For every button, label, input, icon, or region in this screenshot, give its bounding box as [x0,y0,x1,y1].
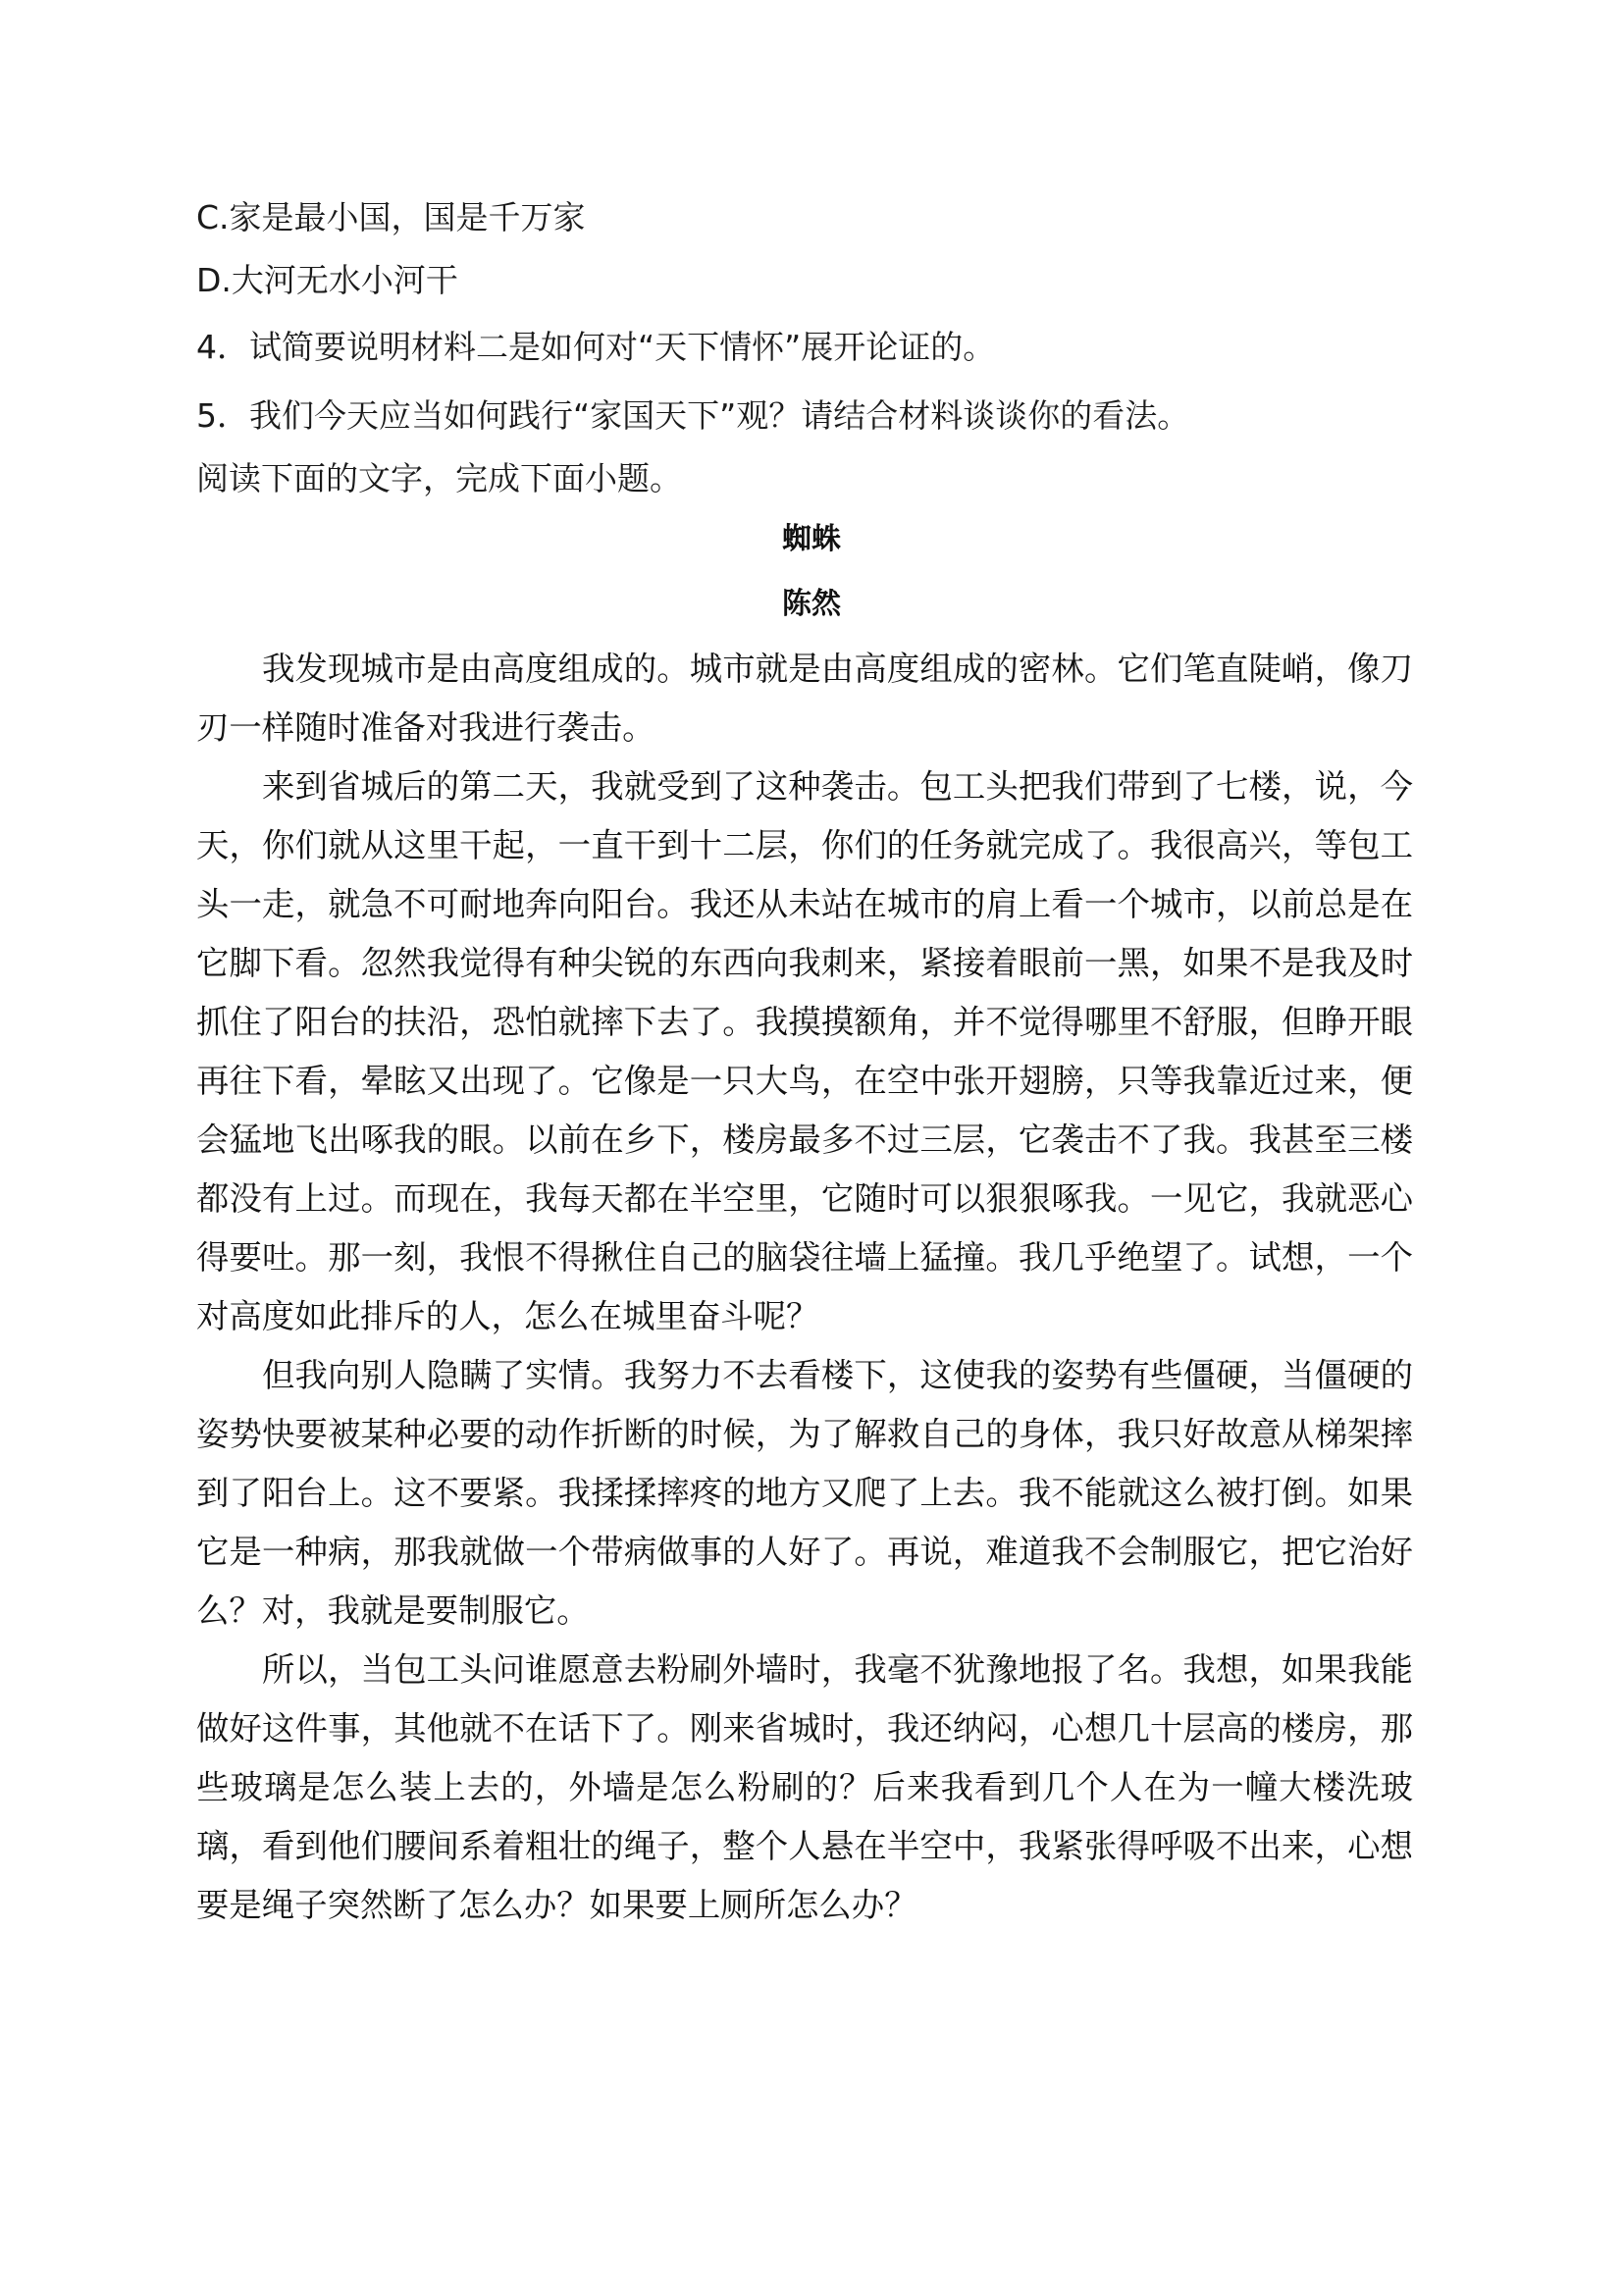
reading-instruction: 阅读下面的文字，完成下面小题。 [196,459,682,497]
article-paragraph: 我发现城市是由高度组成的。城市就是由高度组成的密林。它们笔直陡峭，像刀刃一样随时准备对我进行袭击。 [196,650,1413,747]
question-4: 4．试简要说明材料二是如何对“天下情怀”展开论证的。 [196,328,996,366]
option-d: D.大河无水小河干 [196,261,458,299]
article-paragraph: 但我向别人隐瞒了实情。我努力不去看楼下，这使我的姿势有些僵硬，当僵硬的姿势快要被某种必要的动作折断的时候，为了解救自己的身体，我只好故意从梯架摔到了阳台上。这不要紧。我揉揉摔疼的地方又爬了上去。我不能就这么被打倒。如果它是一种病，那我就做一个带病做事的人好了。再说，难道我不会制服它，把它治好么？对，我就是要制服它。 [196,1356,1413,1630]
article-author: 陈然 [782,587,841,621]
article-paragraph: 来到省城后的第二天，我就受到了这种袭击。包工头把我们带到了七楼，说，今天，你们就从这里干起，一直干到十二层，你们的任务就完成了。我很高兴，等包工头一走，就急不可耐地奔向阳台。我还从未站在城市的肩上看一个城市，以前总是在它脚下看。忽然我觉得有种尖锐的东西向我刺来，紧接着眼前一黑，如果不是我及时抓住了阳台的扶沿，恐怕就摔下去了。我摸摸额角，并不觉得哪里不舒服，但睁开眼再往下看，晕眩又出现了。它像是一只大鸟，在空中张开翅膀，只等我靠近过来，便会猛地飞出啄我的眼。以前在乡下，楼房最多不过三层，它袭击不了我。我甚至三楼都没有上过。而现在，我每天都在半空里，它随时可以狠狠啄我。一见它，我就恶心得要吐。那一刻，我恨不得揪住自己的脑袋往墙上猛撞。我几乎绝望了。试想，一个对高度如此排斥的人，怎么在城里奋斗呢？ [196,767,1413,1335]
question-5: 5．我们今天应当如何践行“家国天下”观？请结合材料谈谈你的看法。 [196,396,1190,435]
article-title: 蜘蛛 [782,522,841,556]
option-c: C.家是最小国，国是千万家 [196,198,586,236]
article-paragraph: 所以，当包工头问谁愿意去粉刷外墙时，我毫不犹豫地报了名。我想，如果我能做好这件事，其他就不在话下了。刚来省城时，我还纳闷，心想几十层高的楼房，那些玻璃是怎么装上去的，外墙是怎么粉刷的？后来我看到几个人在为一幢大楼洗玻璃，看到他们腰间系着粗壮的绳子，整个人悬在半空中，我紧张得呼吸不出来，心想要是绳子突然断了怎么办？如果要上厕所怎么办？ [196,1650,1413,1924]
article-body [196,640,1413,1935]
